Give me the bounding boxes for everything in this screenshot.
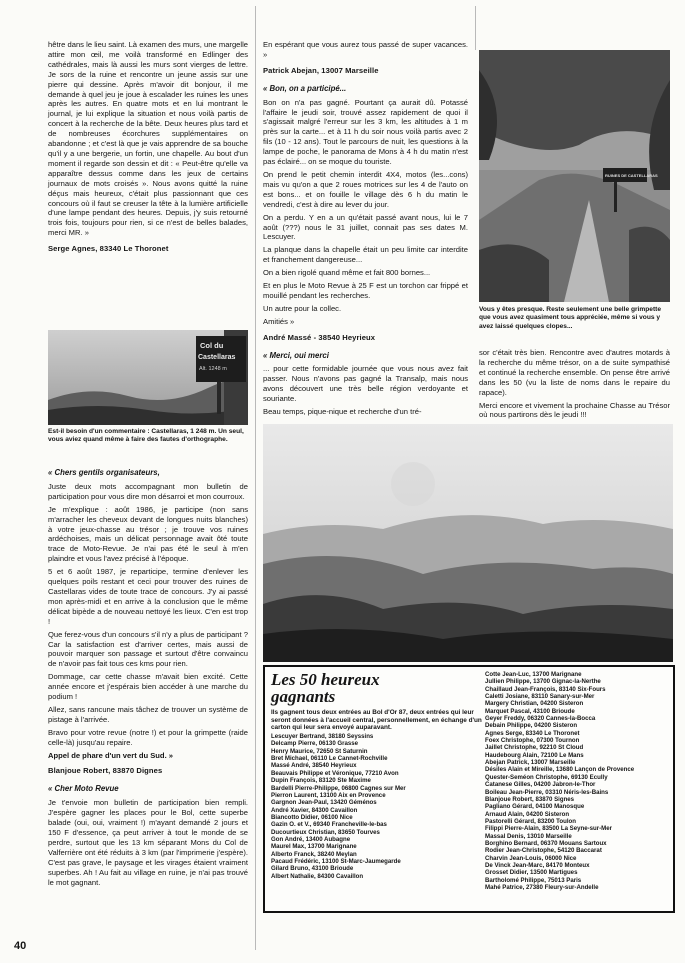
column-2-top [263,40,468,420]
winner-entry: Massé André, 38540 Heyrieux [271,762,357,770]
letter-paragraph: Bon on n'a pas gagné. Pourtant ça aurait dû. Potassé l'affaire le jeudi soir, trouvé assez rapidement de quoi il s'agissait malgré l'erreur sur les 3 km, les altitudes à 1 m près sur la carte... et à 11 h du soir nous voilà partis avec 2 fils (10 - 12 ans). Tout le parcours de nuit, les questions à la lampe de poche, le panorama de Mons à 4 h du matin n'est pas éclairé... on se moque du touriste. [263,97,468,167]
trail-sign-text: RUINES DE CASTELLARAS [605,173,658,178]
photo-caption: Est-il besoin d'un commentaire : Castellaras, 1 248 m. Un seul, vous aviez quand même à faire des fautes d'orthographe. [48,428,244,444]
winner-entry: Albert Nathalie, 84300 Cavaillon [271,872,364,880]
letter-paragraph: hêtre dans le lieu saint. Là examen des murs, une margelle attire mon œil, me voilà transformé en Edlinger des cathédrales, mais là aussi les murs sont vierges de lettre. Je sors de la ruine et rencontre un jeune assis sur une pierre qui dessine. Après m'avoir dit bonjour, il me demande à quel jeu je joue à escalader les ruines les unes après les autres. En quatre mots et en lui montrant le journal, je lui explique la situation et nous voilà partis de concert à la recherche de la bête. Deux heures plus tard et de nombreuses écorchures supplémentaires on abandonne ; et c'est là que je vais apprendre de sa bouche qu'il y a une bergerie, un fortin, une chapelle. Au bout d'un moment il regarde son dessin et dit : « Peut-être qu'elle va apparaître dessus comme dans les jeux de certains journaux de mots croisés ». Nous avons quitté la ruine déçus mais heureux, c'était plus passionnant que ces concours où il faut se creuser la tête à la lumière artificielle d'une lampe pendant des heures. Depuis, j'y suis retourné trois fois, toujours pour rien, si ce n'est de belles balades, merci MR. » [48,40,248,238]
winner-entry: Bret Michael, 06110 Le Cannet-Rochville [271,755,388,763]
letter-paragraph: Dommage, car cette chasse m'avait bien excité. Cette année encore et j'espérais bien accéder à une marche du podium ! [48,672,248,702]
winner-entry: Jaillet Christophe, 92210 St Cloud [485,744,584,752]
letter-paragraph: On a perdu. Y en a un qu'était passé avant nous, lui le 7 août (???) nous le 31 juillet, connait pas ses dates M. Lescuyer. [263,212,468,242]
winner-entry: Delcamp Pierre, 06130 Grasse [271,740,359,748]
winners-box [263,665,675,913]
letter-paragraph: En espérant que vous aurez tous passé de super vacances. » [263,40,468,59]
winner-entry: De Vinck Jean-Marc, 84170 Monteux [485,861,590,869]
letter-paragraph: Et en plus le Moto Revue à 25 F est un torchon car frippé et mouillé pendant les recherches. [263,281,468,300]
letter-paragraph: Je m'explique : août 1986, je participe (non sans m'arracher les cheveux devant de longues nuits blanches) à votre jeux-chasse au trésor ; je trouve vos ruines ardéchoises, mais un délicat personnage avait ôté toute trace de Moto-Revue. Je n'ai pas été le seul à m'en plaindre et vous l'avez précisé à l'époque. [48,504,248,564]
letter-paragraph: 5 et 6 août 1987, je reparticipe, termine d'enlever les quelques poils restant et ceci pour trouver des ruines de Castellaras vides de toute trace de concours. J'y ai passé mon après-midi et en arrive à la conclusion que le même délicat bipède a de nouveau nettoyé les lieux. C'en est trop ! [48,567,248,626]
winner-entry: Boileau Jean-Pierre, 03310 Néris-les-Bains [485,788,609,796]
winner-entry: Geyer Freddy, 06320 Cannes-la-Bocca [485,715,596,723]
winner-entry: Arnaud Alain, 04200 Sisteron [485,810,570,818]
letter-paragraph: Beau temps, pique-nique et recherche d'un tré- [263,407,422,417]
winner-entry: Gilard Bruno, 43100 Brioude [271,865,354,873]
winner-entry: Debain Philippe, 04200 Sisteron [485,722,578,730]
winner-entry: Blanjoue Robert, 83870 Signes [485,795,575,803]
photo-trail-image [479,50,670,302]
letter-heading: « Bon, on a participé... [263,83,347,93]
winner-entry: Pagliano Gérard, 04100 Manosque [485,803,585,811]
winner-entry: Désiles Alain et Mireille, 13680 Lançon de Provence [485,766,635,774]
letter-signature: André Massé - 38540 Heyrieux [263,332,376,342]
photo-ruines-trail [479,50,670,302]
winner-entry: Gargnon Jean-Paul, 13420 Géménos [271,799,377,807]
winner-entry: Filippi Pierre-Alain, 83500 La Seyne-sur-Mer [485,825,612,833]
sign-text-line2: Castellaras [198,354,236,361]
winner-entry: Maurel Max, 13700 Marignane [271,843,357,851]
winner-entry: Gazin O. et V., 69340 Francheville-le-bas [271,821,387,829]
letter-paragraph: Un autre pour la collec. [263,303,342,313]
winner-entry: Abejan Patrick, 13007 Marseille [485,759,576,767]
letter-signature: Serge Agnes, 83340 Le Thoronet [48,244,169,254]
winners-title [271,671,485,705]
winner-entry: Gon André, 13400 Aubagne [271,835,351,843]
winner-entry: Massal Denis, 13010 Marseille [485,832,572,840]
winner-entry: Alberto Franck, 38240 Meylan [271,850,357,858]
letter-paragraph: Merci encore et vivement la prochaine Chasse au Trésor où nous partirons dès le jeudi !!! [479,400,670,420]
winner-entry: Biancotto Didier, 06100 Nice [271,813,353,821]
letter-paragraph: La planque dans la chapelle était un peu limite car interdite et franchement dangereuse... [263,245,468,265]
winners-intro: Ils gagnent tous deux entrées au Bol d'Or 87, deux entrées qui leur seront données à l'accueil central, personnellement, en échange d'un carton qui leur sera envoyé auparavant. [271,709,482,732]
winners-list-left [271,733,485,880]
column-1-top [48,40,248,262]
letter-signature: Patrick Abejan, 13007 Marseille [263,65,379,75]
winners-title-line1: Les 50 heureux [271,670,380,689]
winner-entry: Beauvais Philippe et Véronique, 77210 Avon [271,769,399,777]
letter-paragraph: Allez, sans rancune mais tâchez de trouver un système de pistage à l'arrivée. [48,704,248,724]
letter-paragraph: On a bien rigolé quand même et fait 800 bornes... [263,268,431,278]
letter-paragraph: Amitiés » [263,316,295,326]
photo-landscape-image [263,424,673,662]
winner-entry: Margery Christian, 04200 Sisteron [485,700,584,708]
winner-entry: Haudebourg Alain, 72100 Le Mans [485,751,584,759]
letter-paragraph: On prend le petit chemin interdit 4X4, motos (les...cons) mais vu qu'on a que 2 roues motrices sur les 4 de l'auto on est bons... et on fouille le village dès 6 h du matin le vendredi, c'est à dire au lever du jour. [263,169,468,209]
winner-entry: Pierron Laurent, 13100 Aix en Provence [271,791,386,799]
winner-entry: Ducourtieux Christian, 83650 Tourves [271,828,380,836]
winner-entry: Grosset Didier, 13500 Martigues [485,869,578,877]
winners-box-left [271,671,485,880]
winner-entry: Foex Christophe, 07300 Tournon [485,737,580,745]
letter-paragraph: ... pour cette formidable journée que vous nous avez fait passer. Nous n'avons pas gagné la Transalp, mais nous avons découvert une très belle région verdoyante et souriante. [263,364,468,404]
winner-entry: Cotte Jean-Luc, 13700 Marignane [485,671,582,678]
winner-entry: Agnes Serge, 83340 Le Thoronet [485,729,580,737]
column-1-middle [48,462,248,890]
sign-text-line1: Col du [200,341,224,350]
letter-paragraph: Juste deux mots accompagnant mon bulletin de participation pour vous dire mon désarroi et mon courroux. [48,481,248,501]
letter-paragraph: Que ferez-vous d'un concours s'il n'y a plus de participant ? Car la satisfaction est d'arriver certes, mais aussi de pouvoir marquer son passage et surtout d'être convaincu de n'avoir pas fait tous ces kms pour rien. [48,629,248,669]
winner-entry: Quester-Seméon Christophe, 69130 Ecully [485,773,608,781]
winner-entry: Catanese Gilles, 04200 Jabron-le-Thor [485,781,596,789]
letter-signature: Blanjoue Robert, 83870 Dignes [48,766,163,776]
photo-landscape [263,424,673,662]
letter-paragraph: Je t'envoie mon bulletin de participation bien rempli. J'espère gagner les places pour le Bol, cette superbe balade (oui, oui, vraiment !) m'ayant demandé 2 jours et 150 F d'essence, ça peut arriver à tout le monde de se perdre, surtout que les 13 km séparant Mons du Col de Valferrière ont été réduits à 3 km (par l'imprimerie j'espère). C'est pas grave, le paysage et les virages étaient vraiment superbes. Ah ! Au fait au village en ruine, je n'ai pas trouvé le mot gagnant. [48,798,248,887]
photo-caption: Vous y êtes presque. Reste seulement une belle grimpette que vous avez quasiment tous appréciée, même si vous y avez laissé quelques clopes... [479,306,661,330]
winners-title-line2: gagnants [271,687,336,706]
winners-list-right [485,671,669,891]
winner-entry: Marquet Pascal, 43100 Brioude [485,707,575,715]
page-number: 40 [14,940,27,952]
letter-paragraph: Appel de phare d'un vert du Sud. » [48,750,174,760]
winner-entry: Pastorelli Gérard, 83200 Toulon [485,817,576,825]
letter-paragraph: sor c'était très bien. Rencontre avec d'autres motards à la recherche du même trésor, on a de suite sympathisé et continué la recherche ensemble. On pense être arrivé dans les 50 (vu la liste de noms dans le repaire du rapace). [479,348,670,397]
winner-entry: Jullien Philippe, 13700 Gignac-la-Nerthe [485,678,601,686]
winner-entry: Henry Maurice, 72650 St Saturnin [271,747,368,755]
column-rule-2 [475,6,476,50]
winner-entry: Dupin François, 83120 Ste Maxime [271,777,371,785]
winner-entry: Charvin Jean-Louis, 06000 Nice [485,854,577,862]
letter-heading: « Chers gentils organisateurs, [48,468,160,477]
winner-entry: Lescuyer Bertrand, 38180 Seyssins [271,733,374,741]
winner-entry: Chaillaud Jean-François, 83140 Six-Fours [485,685,606,693]
photo-sign-image [48,330,248,425]
column-rule-1 [255,6,256,950]
winner-entry: Bartholomé Philippe, 75013 Paris [485,876,582,884]
winner-entry: Pacaud Frédéric, 13100 St-Marc-Jaumegarde [271,857,401,865]
letter-heading: « Merci, oui merci [263,350,329,360]
winner-entry: Borghino Bernard, 06370 Mouans Sartoux [485,839,607,847]
winner-entry: André Xavier, 84300 Cavaillon [271,806,358,814]
winner-entry: Caletti Josiane, 83110 Sanary-sur-Mer [485,693,595,701]
winner-entry: Bardelli Pierre-Philippe, 06800 Cagnes sur Mer [271,784,406,792]
winner-entry: Rodier Jean-Christophe, 54120 Baccarat [485,847,602,855]
sign-text-line3: Alt. 1248 m [199,366,227,372]
letter-heading: « Cher Moto Revue [48,784,119,794]
photo-col-castellaras-sign [48,330,248,425]
letter-paragraph: Bravo pour votre revue (notre !) et pour la grimpette (raide celle-là) jusqu'au repaire. [48,727,248,747]
winner-entry: Mahé Patrice, 27380 Fleury-sur-Andelle [485,883,599,891]
